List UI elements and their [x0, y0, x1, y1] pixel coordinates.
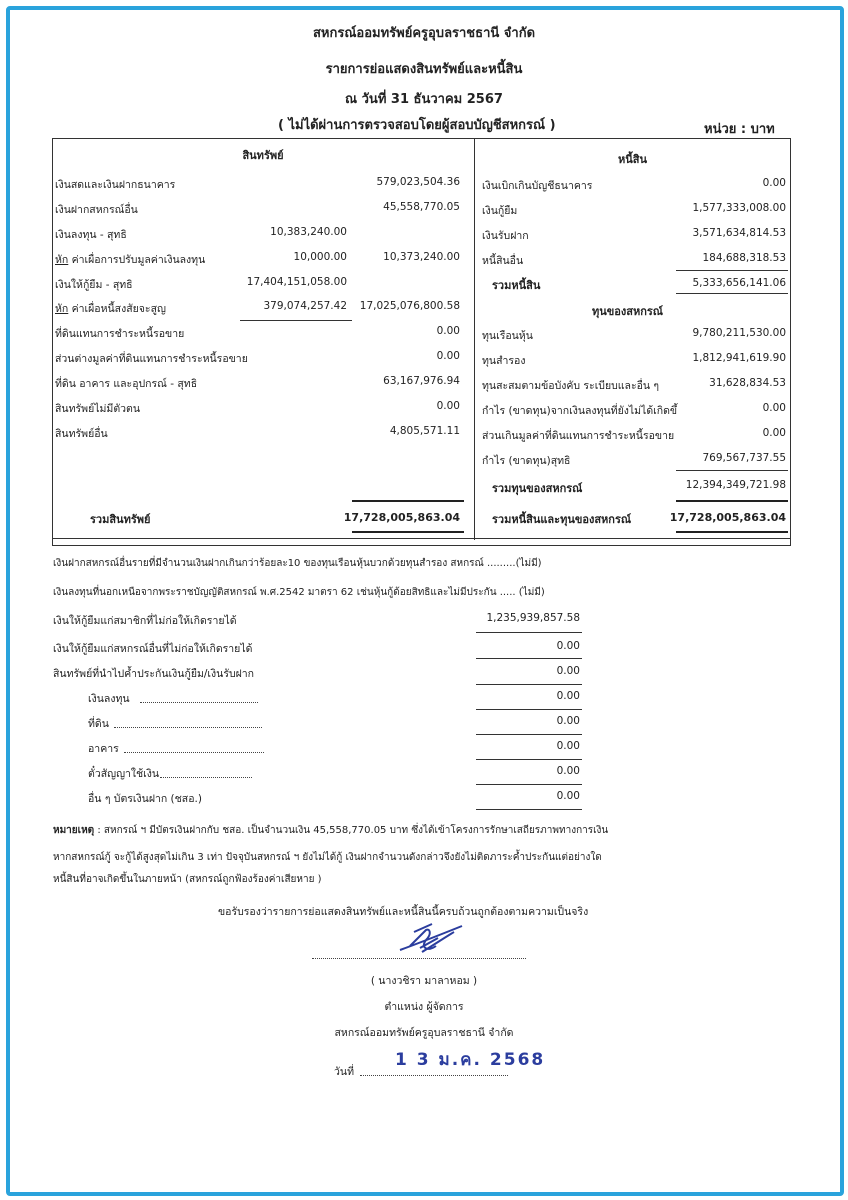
remark-line: หนี้สินที่อาจเกิดขึ้นในภายหน้า (สหกรณ์ถูกฟ้องร้องค่าเสียหาย )	[53, 874, 322, 885]
assets-heading: สินทรัพย์	[242, 149, 284, 162]
note-line-separator	[476, 632, 582, 633]
liabilities-total-value: 5,333,656,141.06	[692, 277, 786, 289]
assets-total-label: รวมสินทรัพย์	[90, 513, 151, 526]
asset-value: 63,167,976.94	[383, 375, 460, 387]
asset-label: เงินให้กู้ยืม - สุทธิ	[55, 279, 133, 291]
liability-label: เงินรับฝาก	[482, 230, 529, 242]
table-right-border	[790, 138, 791, 546]
table-bottom-border	[52, 538, 790, 539]
signer-name: ( นางวชิรา มาลาหอม )	[370, 975, 478, 987]
liabilities-total-label: รวมหนี้สิน	[492, 279, 541, 292]
grand-total-label: รวมหนี้สินและทุนของสหกรณ์	[492, 513, 632, 526]
asset-value: 4,805,571.11	[389, 425, 460, 437]
liability-label: เงินเบิกเกินบัญชีธนาคาร	[482, 180, 593, 192]
asset-value: 0.00	[436, 400, 460, 412]
report-date: ณ วันที่ 31 ธันวาคม 2567	[345, 92, 503, 107]
audit-note: ( ไม่ได้ผ่านการตรวจสอบโดยผู้สอบบัญชีสหกรณ์ )	[278, 118, 556, 133]
note-line-separator	[476, 684, 582, 685]
table-divider	[474, 138, 475, 540]
equity-value: 0.00	[762, 427, 786, 439]
pledged-value: 0.00	[556, 790, 580, 802]
remark-label: หมายเหตุ	[53, 825, 95, 836]
liability-label: หนี้สินอื่น	[482, 255, 524, 267]
liability-value: 0.00	[762, 177, 786, 189]
note-line-separator	[476, 759, 582, 760]
note-item-value: 0.00	[556, 665, 580, 677]
signature-line	[312, 958, 526, 959]
note-item-value: 1,235,939,857.58	[486, 612, 580, 624]
note-item-value: 0.00	[556, 640, 580, 652]
equity-value: 31,628,834.53	[709, 377, 786, 389]
pledged-label: ที่ดิน	[88, 718, 109, 730]
subtotal-line	[676, 470, 788, 471]
equity-value: 0.00	[762, 402, 786, 414]
equity-label: กำไร (ขาดทุน)จากเงินลงทุนที่ยังไม่ได้เกิดขึ้	[482, 405, 678, 417]
remark-line: หากสหกรณ์กู้ จะกู้ได้สูงสุดไม่เกิน 3 เท่า ปัจจุบันสหกรณ์ ฯ ยังไม่ได้กู้ เงินฝากจำนวนดังกล่าวจึงยังไม่ติดภาระค้ำประกันแต่อย่างใด	[53, 852, 602, 863]
asset-value: 10,373,240.00	[383, 251, 460, 263]
asset-subvalue: 10,383,240.00	[270, 226, 347, 238]
total-line-top	[676, 500, 788, 502]
asset-label: เงินลงทุน - สุทธิ	[55, 229, 127, 241]
table-bottom-border-2	[52, 545, 790, 546]
equity-total-label: รวมทุนของสหกรณ์	[492, 482, 583, 495]
dotted-leader	[124, 752, 264, 753]
note-line-separator	[476, 734, 582, 735]
note-line: เงินลงทุนที่นอกเหนือจากพระราชบัญญัติสหกรณ์ พ.ศ.2542 มาตรา 62 เช่นหุ้นกู้ด้อยสิทธิและไม่มีประกัน ..... (ไม่มี)	[53, 587, 545, 598]
equity-value: 1,812,941,619.90	[692, 352, 786, 364]
equity-heading: ทุนของสหกรณ์	[592, 305, 664, 318]
remark-text: : สหกรณ์ ฯ มีบัตรเงินฝากกับ ชสอ. เป็นจำนวนเงิน 45,558,770.05 บาท ซึ่งได้เข้าโครงการรักษาเสถียรภาพทางการเงิน	[94, 825, 609, 836]
unit-label: หน่วย : บาท	[704, 122, 775, 137]
asset-value: 0.00	[436, 350, 460, 362]
pledged-label: อื่น ๆ บัตรเงินฝาก (ชสอ.)	[88, 793, 202, 805]
table-left-border	[52, 138, 53, 546]
pledged-value: 0.00	[556, 740, 580, 752]
certify-statement: ขอรับรองว่ารายการย่อแสดงสินทรัพย์และหนี้สินนี้ครบถ้วนถูกต้องตามความเป็นจริง	[218, 906, 589, 918]
asset-value: 45,558,770.05	[383, 201, 460, 213]
pledged-value: 0.00	[556, 765, 580, 777]
date-stamp: 1 3 ม.ค. 2568	[395, 1050, 546, 1070]
asset-label: ค่าเผื่อการปรับมูลค่าเงินลงทุน	[68, 254, 206, 266]
note-item-label: เงินให้กู้ยืมแก่สหกรณ์อื่นที่ไม่ก่อให้เกิดรายได้	[53, 643, 253, 655]
equity-total-value: 12,394,349,721.98	[685, 479, 786, 491]
liability-value: 1,577,333,008.00	[692, 202, 786, 214]
grand-total-value: 17,728,005,863.04	[669, 511, 786, 524]
note-line-separator	[476, 784, 582, 785]
equity-label: กำไร (ขาดทุน)สุทธิ	[482, 455, 571, 467]
pledged-label: อาคาร	[88, 743, 119, 755]
liability-value: 184,688,318.53	[702, 252, 786, 264]
asset-label-deduct	[55, 251, 205, 268]
equity-label: ทุนสำรอง	[482, 355, 526, 367]
asset-value: 0.00	[436, 325, 460, 337]
asset-label: เงินฝากสหกรณ์อื่น	[55, 204, 138, 216]
date-label: วันที่	[334, 1066, 354, 1078]
equity-label: ส่วนเกินมูลค่าที่ดินแทนการชำระหนี้รอขาย	[482, 430, 675, 442]
asset-value: 17,025,076,800.58	[359, 300, 460, 312]
asset-subvalue: 10,000.00	[293, 251, 347, 263]
note-item-label: สินทรัพย์ที่นำไปค้ำประกันเงินกู้ยืม/เงินรับฝาก	[53, 668, 255, 680]
liability-label: เงินกู้ยืม	[482, 205, 518, 217]
total-line-top	[352, 500, 464, 502]
org-name: สหกรณ์ออมทรัพย์ครูอุบลราชธานี จำกัด	[312, 26, 536, 41]
pledged-label: ตั๋วสัญญาใช้เงิน	[88, 768, 160, 780]
asset-label: เงินสดและเงินฝากธนาคาร	[55, 179, 176, 191]
pledged-value: 0.00	[556, 715, 580, 727]
page-title: รายการย่อแสดงสินทรัพย์และหนี้สิน	[325, 62, 523, 77]
asset-value: 579,023,504.36	[376, 176, 460, 188]
asset-label: ที่ดิน อาคาร และอุปกรณ์ - สุทธิ	[55, 378, 198, 390]
equity-value: 769,567,737.55	[702, 452, 786, 464]
asset-label: สินทรัพย์ไม่มีตัวตน	[55, 403, 141, 415]
liability-value: 3,571,634,814.53	[692, 227, 786, 239]
dotted-leader	[140, 702, 258, 703]
note-line-separator	[476, 809, 582, 810]
asset-label: ค่าเผื่อหนี้สงสัยจะสูญ	[68, 303, 166, 315]
date-line	[360, 1075, 508, 1076]
asset-label: ส่วนต่างมูลค่าที่ดินแทนการชำระหนี้รอขาย	[55, 353, 248, 365]
dotted-leader	[114, 727, 262, 728]
deduct-prefix: หัก	[55, 254, 69, 266]
table-top-border	[52, 138, 790, 139]
asset-subvalue: 379,074,257.42	[263, 300, 347, 312]
asset-label-deduct	[55, 300, 166, 317]
note-line: เงินฝากสหกรณ์อื่นรายที่มีจำนวนเงินฝากเกินกว่าร้อยละ10 ของทุนเรือนหุ้นบวกด้วยทุนสำรอง สหกรณ์ .........(ไม่มี)	[53, 558, 542, 569]
total-line-bottom	[352, 531, 464, 533]
equity-label: ทุนสะสมตามข้อบังคับ ระเบียบและอื่น ๆ	[482, 380, 660, 392]
assets-total-value: 17,728,005,863.04	[343, 511, 460, 524]
note-item-label: เงินให้กู้ยืมแก่สมาชิกที่ไม่ก่อให้เกิดรายได้	[53, 615, 237, 627]
liabilities-heading: หนี้สิน	[618, 153, 648, 166]
pledged-value: 0.00	[556, 690, 580, 702]
total-line-bottom	[676, 531, 788, 533]
remark-line	[53, 823, 608, 838]
signature-image	[392, 912, 512, 962]
equity-label: ทุนเรือนหุ้น	[482, 330, 533, 342]
dotted-leader	[160, 777, 252, 778]
signer-position: ตำแหน่ง ผู้จัดการ	[384, 1001, 464, 1013]
subtotal-line	[676, 270, 788, 271]
total-underline	[676, 293, 788, 294]
subtotal-line	[240, 320, 352, 321]
pledged-label: เงินลงทุน	[88, 693, 130, 705]
note-line-separator	[476, 709, 582, 710]
asset-subvalue: 17,404,151,058.00	[246, 276, 347, 288]
signer-org: สหกรณ์ออมทรัพย์ครูอุบลราชธานี จำกัด	[334, 1027, 514, 1039]
asset-label: ที่ดินแทนการชำระหนี้รอขาย	[55, 328, 185, 340]
equity-value: 9,780,211,530.00	[692, 327, 786, 339]
note-line-separator	[476, 658, 582, 659]
asset-label: สินทรัพย์อื่น	[55, 428, 108, 440]
deduct-prefix: หัก	[55, 303, 69, 315]
